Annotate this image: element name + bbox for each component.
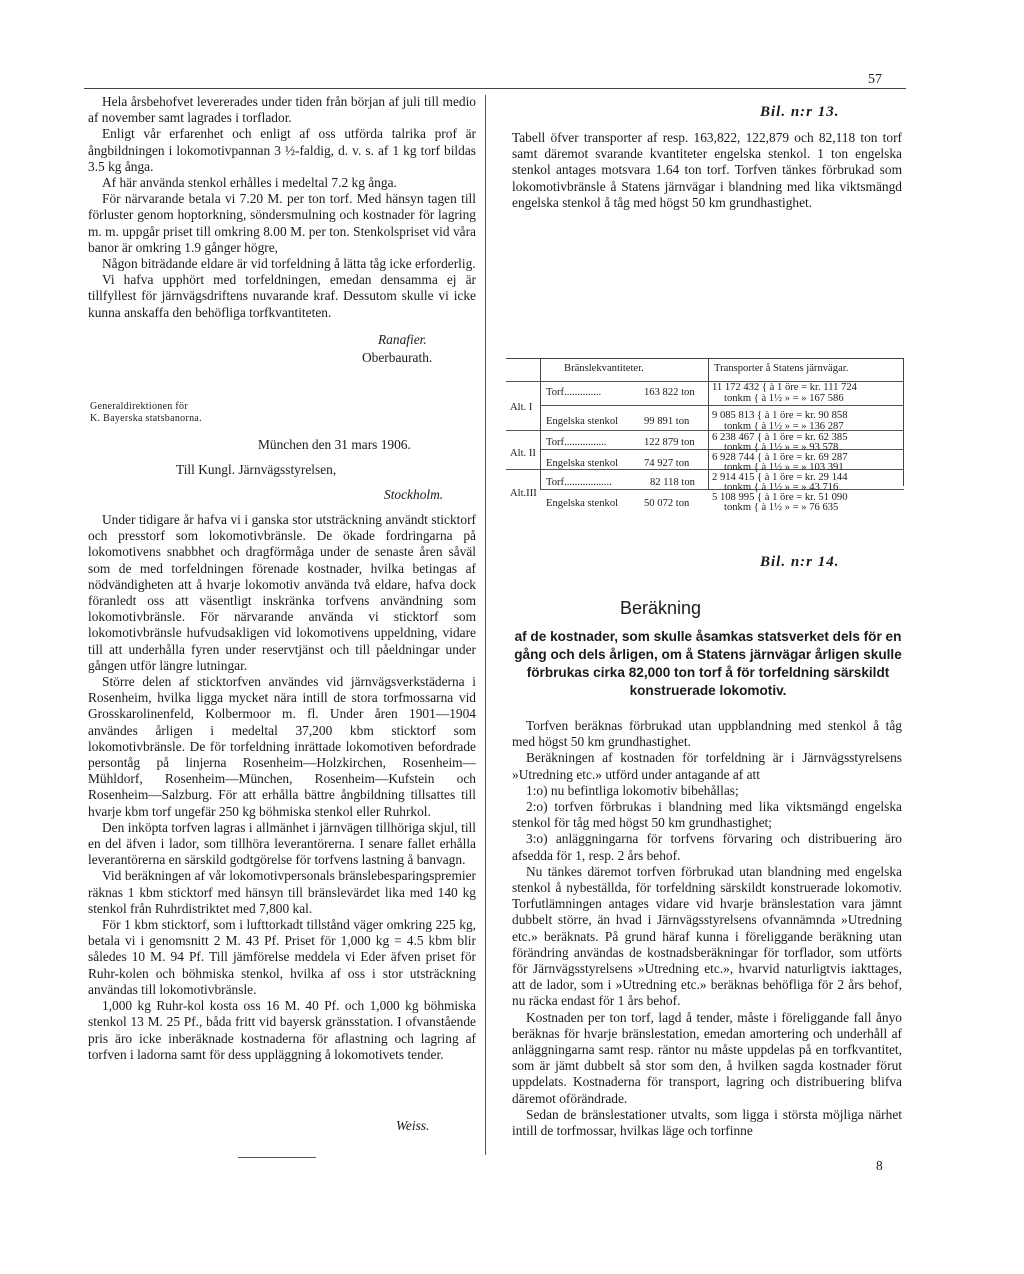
letter-body [88,512,476,1063]
sender-line: Generaldirektionen för [90,401,188,412]
paragraph: Hela årsbehofvet levererades under tiden från början af juli till medio af november samt lagrades i torflador. [88,94,476,126]
paragraph: Större delen af sticktorfven användes vid järnvägsverkstäderna i Rosenheim, hvilka ligga mycket nära intill de stora torfmossarna vid Grosskarolinenfeld, Kolbermoor m. fl. Under åren 1901—1904 användes årligen i medeltal 37,200 kbm sticktorf som lokomotivbränsle. De för torfeldning inrättade lokomotiven befordrade persontåg på linjerna Rosenheim—Holzkirchen, Rosenheim—Mühldorf, Rosenheim—München, Rosenheim—Kufstein och Rosenheim—Salzburg. För att erhålla bättre ångbildning tillsattes till hvarje kbm torf ungefär 250 kg böhmiska stenkol eller Ruhrkol. [88,674,476,819]
alt-label: Alt. II [510,448,536,459]
paragraph: Af här använda stenkol erhålles i medeltal 7.2 kg ånga. [102,175,397,191]
fuel-label: Torf.............. [546,387,602,398]
paragraph: Nu tänkes däremot torfven förbrukad utan blandning med engelska stenkol å nybeställda, för torfeldning särskildt konstruerade lokomotiv. Torfutlämningen antages vidare vid hvarje bränslestation vara jämnt dubbelt större, än hvad i Järnvägsstyrelsens ofvannämnda »Utredning etc.» beräknats. På grund häraf kunna i föreliggande beräkning utan förändring användas de kostnadsberäkningar för torflador, som utförts för Järnvägsstyrelsens »Utredning etc.», hvarvid naturligtvis iakttages, att de lador, som i »Utredning etc.» beräknas behöfliga för 2 års behof, nu räcka endast för 1 års behof. [512,863,902,1009]
calc-line: 9 085 813 { à 1 öre = kr. 90 858 [712,410,848,421]
paragraph: 2:o) torfven förbrukas i blandning med lika viktsmängd engelska stenkol för tåg med högst 50 km grundhastighet; [512,799,902,831]
footer-mark: 8 [876,1158,883,1173]
paragraph: Kostnaden per ton torf, lagd å tender, måste i föreliggande fall ånyo beräknas för hvarje bränslestation, emedan amortering och underhåll af anläggningarna samt resp. räntor nu måste uppdelas på en torfkvantitet, som är jämt dubbelt så stor som den, å hvilken sagda kostnader förut uppdelats. Kostnaderna för transport, lagring och distribuering blifva däremot oförändrade. [512,1009,902,1106]
top-rule [84,88,906,89]
fuel-qty: 50 072 ton [644,498,690,509]
calc-line: 6 928 744 { à 1 öre = kr. 69 287 [712,452,848,463]
fuel-label: Torf................ [546,437,607,448]
fuel-label: Torf.................. [546,477,612,488]
fuel-qty: 82 118 ton [650,477,695,488]
place-date: München den 31 mars 1906. [258,437,411,452]
addressee: Till Kungl. Järnvägsstyrelsen, [176,462,337,477]
paragraph: 1,000 kg Ruhr-kol kosta oss 16 M. 40 Pf. och 1,000 kg böhmiska stenkol 13 M. 25 Pf., båda fritt vid bayersk gränsstation. I ofvanstående pris äro icke inberäknade kostnaderna för aflastning och lagring af torfven i ladorna samt för dess uppläggning å lokomotivets tender. [88,998,476,1062]
alt-label: Alt.III [510,488,537,499]
left-upper-text [88,94,476,321]
paragraph: Sedan de bränslestationer utvalts, som ligga i största möjliga närhet intill de torfmossar, hvilkas läge och torfinne [512,1106,902,1139]
fuel-label: Engelska stenkol [546,458,619,469]
table-row [506,430,904,473]
paragraph: Den inköpta torfven lagras i allmänhet i järnvägen tillhöriga skjul, till en del äfven i lador, som tillhöra leverantörerna. I senare fallet erhålla leverantörerna en särskild godtgörelse för torfvens lastning å banvagn. [88,819,476,868]
column-divider [485,95,486,1155]
fuel-qty: 99 891 ton [644,416,690,427]
signature-title: Oberbaurath. [362,350,433,365]
calc-line: tonkm { à 1½ » = » 93 578 [724,442,839,453]
bilaga-13-title: Bil. n:r 13. [760,104,840,120]
table-row [506,380,904,430]
calc-line: 2 914 415 { à 1 öre = kr. 29 144 [712,472,848,483]
letter-signature: Weiss. [396,1118,430,1133]
sender-line: K. Bayerska statsbanorna. [90,413,202,424]
calc-line: tonkm { à 1½ » = » 43 716 [724,482,839,493]
section-subheading: af de kostnader, som skulle åsamkas statsverket dels för en gång och dels årligen, om å Statens järnvägar årligen skulle förbrukas cirka 82,000 ton torf å för torfeldning särskildt konstruerade lokomotiv. [514,629,902,698]
paragraph: Någon biträdande eldare är vid torfeldning å lätta tåg icke erforderlig. [102,256,476,272]
paragraph: För 1 kbm sticktorf, som i lufttorkadt tillstånd väger omkring 225 kg, betala vi i genomsnitt 2 M. 43 Pf. Priset för 1,000 kg = 4.5 kbm blir således 10 M. 94 Pf. Till jämförelse meddela vi Eder äfven priset för Ruhr-kolen och böhmiska stenkol, hvilka af oss i stor utsträckning användas till lokomotivbränsle. [88,917,476,997]
calc-line: tonkm { à 1½ » = » 103 391 [724,462,844,473]
fuel-label: Engelska stenkol [546,498,619,509]
calc-line: tonkm { à 1½ » = » 136 287 [724,421,844,432]
bilaga-13-intro [512,130,902,211]
table-row [506,470,904,513]
alt-label: Alt. I [510,402,533,413]
end-rule [238,1157,316,1158]
calc-line: tonkm { à 1½ » = » 167 586 [724,393,844,404]
fuel-label: Engelska stenkol [546,416,619,427]
column-header: Transporter å Statens järnvägar. [714,363,849,374]
section-heading: Beräkning [620,598,702,618]
bilaga-14-title: Bil. n:r 14. [760,554,840,570]
paragraph: Under tidigare år hafva vi i ganska stor utsträckning användt sticktorf och presstorf som lokomotivbränsle. De ökade fordringarna på lokomotivens snabbhet och dragförmåga under de senaste åren såväl som de med torfeldningen förenade kostnader, hvilka betingas af nödvändigheten att å hvarje lokomotiv använda två eldare, hafva dock föranledt oss att väsentligt inskränka torfvens användning som lokomotivbränsle. För närvarande använda vi sticktorf som lokomotivbränsle hufvudsakligen vid lokomotivens uppeldning, vidare till att underhålla fyren under reservtjänst och till påeldningar under gången utför längre lutningar. [88,512,476,673]
paragraph: För närvarande betala vi 7.20 M. per ton torf. Med hänsyn tagen till förluster genom hoptorkning, söndersmulning och kostnader för lagring m. m. uppgår priset till omkring 8.00 M. per ton. Stenkolspriset vid våra banor är omkring 1.9 gånger högre, [88,191,476,255]
addressee-place: Stockholm. [384,487,444,502]
fuel-qty: 163 822 ton [644,387,695,398]
paragraph: 3:o) anläggningarna för torfvens förvaring och distribuering äro afsedda för 1, resp. 2 års behof. [512,831,902,863]
column-header: Bränslekvantiteter. [564,363,644,374]
paragraph: 1:o) nu befintliga lokomotiv bibehållas; [526,782,739,798]
fuel-qty: 74 927 ton [644,458,690,469]
calc-line: 11 172 432 { à 1 öre = kr. 111 724 [712,382,857,393]
paragraph: Torfven beräknas förbrukad utan uppblandning med stenkol å tåg med högst 50 km grundhastighet. [512,718,902,750]
paragraph: Enligt vår erfarenhet och enligt af oss utförda talrika prof är ångbildningen i lokomotivpannan 3 ½-faldig, d. v. s. af 1 kg torf bildas 3.5 kg ånga. [88,126,476,174]
paragraph: Vid beräkningen af vår lokomotivpersonals bränslebesparingspremier räknas 1 kbm sticktorf med hänsyn till bränslevärdet lika med 140 kg stenkol från Ruhrdistriktet med 7,800 kal. [88,868,476,916]
paragraph: Vi hafva upphört med torfeldningen, emedan densamma ej är tillfyllest för järnvägsdriftens nuvarande kraf. Dessutom skulle vi icke kunna anskaffa den behöfliga torfkvantiteten. [88,272,476,320]
bilaga-14-body [512,718,902,1139]
calc-line: 6 238 467 { à 1 öre = kr. 62 385 [712,432,848,443]
paragraph: Tabell öfver transporter af resp. 163,822, 122,879 och 82,118 ton torf samt däremot svarande kvantiteter engelska stenkol. 1 ton engelska stenkol antages motsvara 1.64 ton torf. Torfven tänkes förbrukad som lokomotivbränsle å Statens järnvägar i blandning med lika viktsmängd engelska stenkol å tåg med högst 50 km grundhastighet. [512,130,902,210]
calc-line: 5 108 995 { à 1 öre = kr. 51 090 [712,492,848,503]
page-number: 57 [868,72,882,87]
fuel-qty: 122 879 ton [644,437,695,448]
paragraph: Beräkningen af kostnaden för torfeldning är i Järnvägsstyrelsens »Utredning etc.» utförd under antagande af att [512,750,902,782]
calc-line: tonkm { à 1½ » = » 76 635 [724,502,839,513]
signature-name: Ranafier. [378,332,427,347]
